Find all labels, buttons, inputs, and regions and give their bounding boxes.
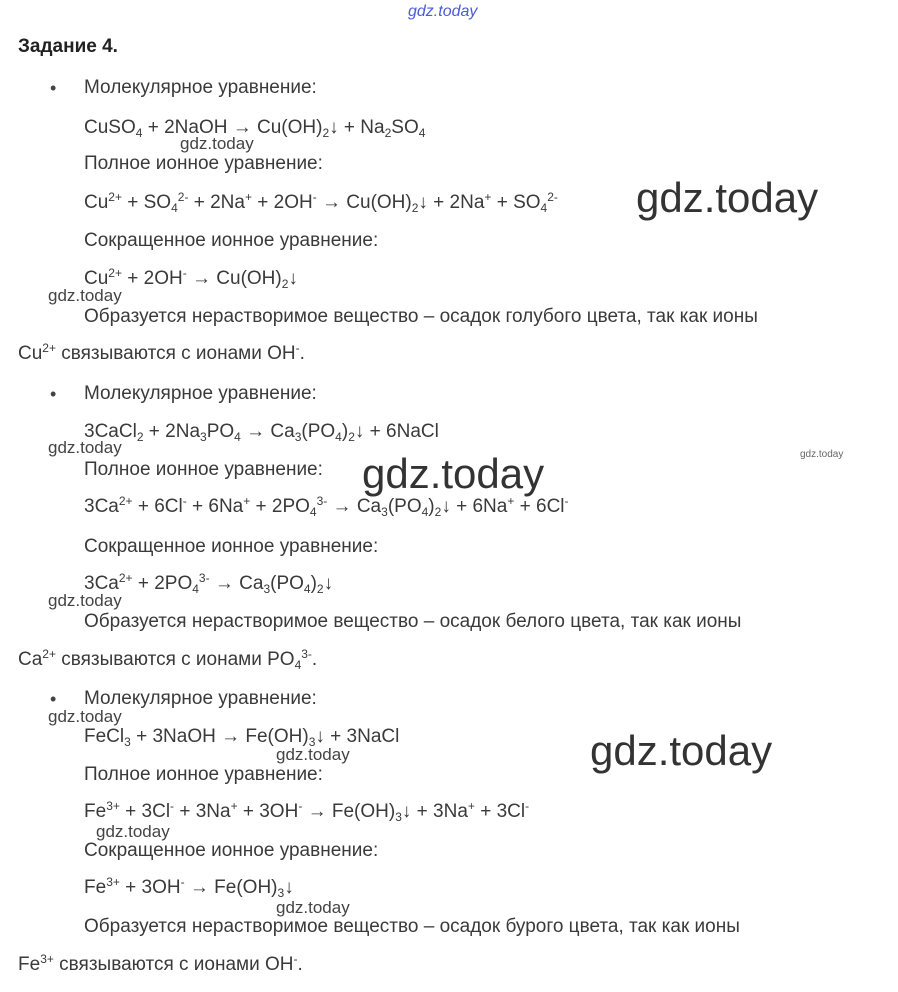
b3-explanation-line2: $Fe^{3+}$ связываются с ионами OH-. bbox=[18, 952, 303, 975]
b1-short-label: Сокращенное ионное уравнение: bbox=[84, 230, 379, 251]
watermark-large: gdz.today bbox=[362, 450, 545, 497]
b1-molecular-label: Молекулярное уравнение: bbox=[84, 77, 317, 98]
watermark-small: gdz.today bbox=[276, 745, 350, 764]
watermark-small: gdz.today bbox=[96, 822, 170, 841]
watermark-small: gdz.today bbox=[48, 438, 122, 457]
task-title: Задание 4. bbox=[18, 36, 118, 57]
watermark-top: gdz.today bbox=[408, 3, 478, 20]
b1-full-equation: $Cu^{2+} + SO_4^{2-} + 2Na^+ + 2OH^-$ → $Cu(OH)_2↓ + 2Na^+ + SO_4^{2-}$ bbox=[84, 190, 558, 215]
watermark-small: gdz.today bbox=[48, 286, 122, 305]
b3-molecular-equation: FeCl$_3$ + 3NaOH → $Fe(OH)_3↓$ + 3NaCl bbox=[84, 726, 400, 749]
b2-short-equation: $3Ca^{2+} + 2PO_4^{3-}$ → $Ca_3(PO_4)_2↓$ bbox=[84, 571, 334, 596]
b1-full-label: Полное ионное уравнение: bbox=[84, 153, 323, 174]
bullet-2: • bbox=[50, 384, 57, 404]
watermark-small: gdz.today bbox=[48, 707, 122, 726]
watermark-large: gdz.today bbox=[636, 174, 819, 221]
watermark-small: gdz.today bbox=[276, 898, 350, 917]
b2-molecular-equation: 3CaCl$_2$ + $2Na_3PO_4$ → $Ca_3(PO_4)_2↓$ + 6NaCl bbox=[84, 421, 439, 444]
bullet-1: • bbox=[50, 78, 57, 98]
b2-short-label: Сокращенное ионное уравнение: bbox=[84, 536, 379, 557]
b3-full-equation: $Fe^{3+} + 3Cl^- + 3Na^+ + 3OH^-$ → $Fe(OH)_3↓ + 3Na^+ + 3Cl^-$ bbox=[84, 799, 530, 824]
watermark-small: gdz.today bbox=[48, 591, 122, 610]
b3-short-label: Сокращенное ионное уравнение: bbox=[84, 840, 379, 861]
b3-short-equation: $Fe^{3+} + 3OH^-$ → $Fe(OH)_3↓$ bbox=[84, 875, 294, 900]
b3-molecular-label: Молекулярное уравнение: bbox=[84, 688, 317, 709]
b1-molecular-equation: CuSO$_4$ + 2NaOH → $Cu(OH)_2↓ + Na_2SO_4$ bbox=[84, 117, 426, 140]
b2-molecular-label: Молекулярное уравнение: bbox=[84, 383, 317, 404]
watermark-tiny: gdz.today bbox=[800, 449, 844, 460]
bullet-3: • bbox=[50, 689, 57, 709]
b2-explanation-line1: Образуется нерастворимое вещество – осадок белого цвета, так как ионы bbox=[84, 611, 742, 632]
watermark-small: gdz.today bbox=[180, 134, 254, 153]
b3-full-label: Полное ионное уравнение: bbox=[84, 764, 323, 785]
b2-full-label: Полное ионное уравнение: bbox=[84, 459, 323, 480]
b2-full-equation: $3Ca^{2+} + 6Cl^- + 6Na^+ + 2PO_4^{3-}$ → $Ca_3(PO_4)_2↓ + 6Na^+ + 6Cl^-$ bbox=[84, 494, 569, 519]
b1-explanation-line1: Образуется нерастворимое вещество – осадок голубого цвета, так как ионы bbox=[84, 306, 758, 327]
watermark-large: gdz.today bbox=[590, 727, 773, 774]
b1-short-equation: $Cu^{2+} + 2OH^-$ → $Cu(OH)_2↓$ bbox=[84, 266, 298, 291]
b3-explanation-line1: Образуется нерастворимое вещество – осадок бурого цвета, так как ионы bbox=[84, 916, 740, 937]
b1-explanation-line2: $Cu^{2+}$ связываются с ионами OH-. bbox=[18, 341, 305, 364]
b2-explanation-line2: $Ca^{2+}$ связываются с ионами $PO_4^{3-}$. bbox=[18, 647, 318, 672]
